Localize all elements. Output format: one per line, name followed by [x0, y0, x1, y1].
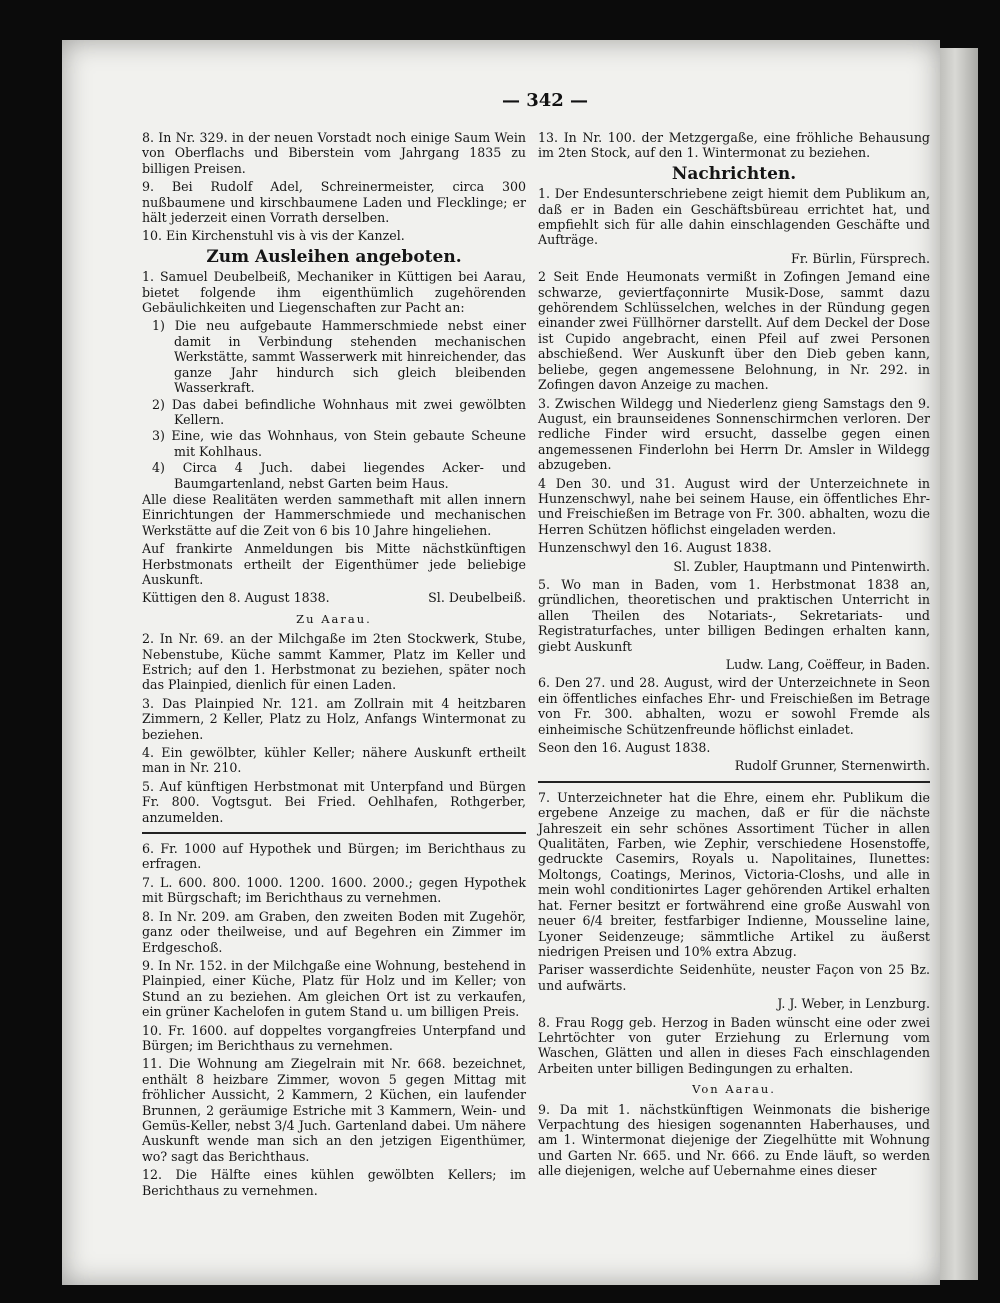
- list-item: 1) Die neu aufgebaute Hammerschmiede nebst einer damit in Verbindung stehenden mechanischen Werkstätte, sammt Wasserwerk mit hinreichender, das ganze Jahr hindurch sich gleich bleibenden Wasserkraft.: [152, 318, 526, 396]
- notice-item: 3. Zwischen Wildegg und Niederlenz gieng Samstags den 9. August, ein braunseidenes Sonnenschirmchen verloren. Der redliche Finder wird ersucht, dasselbe gegen einen angemessenen Finderlohn bei Herrn Dr. Amsler in Wildegg abzugeben.: [538, 395, 930, 473]
- notice-item: 4 Den 30. und 31. August wird der Unterzeichnete in Hunzenschwyl, nahe bei seinem Hause, ein öffentliches Ehr- und Freischießen im Betrage von Fr. 300. abhalten, wozu die Herren Schützen höflichst eingeladen werden.: [538, 475, 930, 537]
- ad-item: 5. Auf künftigen Herbstmonat mit Unterpfand und Bürgen Fr. 800. Vogtsgut. Bei Fried. Oehlhafen, Rothgerber, anzumelden.: [142, 778, 526, 825]
- ad-item: 4. Ein gewölbter, kühler Keller; nähere Auskunft ertheilt man in Nr. 210.: [142, 745, 526, 776]
- ad-item: 9. Bei Rudolf Adel, Schreinermeister, circa 300 nußbaumene und kirschbaumene Laden und Flecklinge; er hält jederzeit einen Vorrath derselben.: [142, 179, 526, 226]
- section-heading-lending: Zum Ausleihen angeboten.: [206, 246, 462, 267]
- signature-name: J. J. Weber, in Lenzburg.: [777, 996, 930, 1012]
- list-item: 4) Circa 4 Juch. dabei liegendes Acker- und Baumgartenland, nebst Garten beim Haus.: [152, 460, 526, 491]
- signature-name: Sl. Zubler, Hauptmann und Pintenwirth.: [673, 558, 930, 574]
- property-list: [142, 318, 526, 490]
- notice-item: 5. Wo man in Baden, vom 1. Herbstmonat 1838 an, gründlichen, theoretischen und praktischen Unterricht in allen Theilen des Notariats-, Sekretariats- und Registraturfaches, unter billigen Bedingen erhalten kann, giebt Auskunft: [538, 576, 930, 654]
- ad-item: 1. Samuel Deubelbeiß, Mechaniker in Küttigen bei Aarau, bietet folgende ihm eigenthümlich zugehörenden Gebäulichkeiten und Liegenschaften zur Pacht an:: [142, 269, 526, 316]
- ad-item: 10. Fr. 1600. auf doppeltes vorgangfreies Unterpfand und Bürgen; im Berichthaus zu vernehmen.: [142, 1022, 526, 1053]
- ad-item: 10. Ein Kirchenstuhl vis à vis der Kanzel.: [142, 228, 405, 244]
- notice-item: 7. Unterzeichneter hat die Ehre, einem ehr. Publikum die ergebene Anzeige zu machen, daß er für die nächste Jahreszeit ein sehr schönes Assortiment Tücher in allen Qualitäten, Farben, wie Zephir, verschiedene Hosenstoffe, gedruckte Casemirs, Royals u. Napolitaines, Ilunettes: Moltongs, Coatings, Merinos, Victoria-Closhs, und alle in mein wohl conditionirtes Lager gehörenden Artikel erhalten hat. Ferner besitzt er fortwährend eine große Auswahl von neuer 6/4 breiter, festfarbiger Indienne, Mousseline laine, Lyoner Seidenzeuge; sämmtliche Artikel zu äußerst niedrigen Preisen und 10% extra Abzug.: [538, 789, 930, 959]
- ad-text: Alle diese Realitäten werden sammethaft mit allen innern Einrichtungen der Hammerschmiede und mechanischen Werkstätte auf die Zeit von 6 bis 10 Jahre hingeliehen.: [142, 491, 526, 538]
- notice-item: 2 Seit Ende Heumonats vermißt in Zofingen Jemand eine schwarze, geviertfaçonnirte Musik-Dose, sammt dazu gehörendem Schlüsselchen, welches in der Ründung gegen einander zwei Füllhörner darstellt. Auf dem Deckel der Dose ist Cupido angebracht, einen Pfeil auf zwei Personen abschießend. Wer Auskunft über den Dieb geben kann, beliebe, gegen angemessene Belohnung, in Nr. 292. in Zofingen davon Anzeige zu machen.: [538, 269, 930, 393]
- signature-name: Sl. Deubelbeiß.: [428, 590, 526, 606]
- subheading-von-aarau: Von Aarau.: [692, 1082, 776, 1097]
- divider: [538, 781, 930, 783]
- signature-name: Fr. Bürlin, Fürsprech.: [791, 250, 930, 266]
- ad-item: 11. Die Wohnung am Ziegelrain mit Nr. 668. bezeichnet, enthält 8 heizbare Zimmer, wovon 5 gegen Mittag mit fröhlicher Aussicht, 2 Kammern, 2 Küchen, ein laufender Brunnen, 2 geräumige Estriche mit 3 Kammern, Wein- und Gemüs-Keller, nebst 3/4 Juch. Gartenland dabei. Um nähere Auskunft wende man sich an den jetzigen Eigenthümer, wo? sagt das Berichthaus.: [142, 1056, 526, 1164]
- ad-item: 9. In Nr. 152. in der Milchgaße eine Wohnung, bestehend in Plainpied, einer Küche, Platz für Holz und im Keller; von Stund an zu beziehen. Am gleichen Ort ist zu verkaufen, ein grüner Kachelofen in gutem Stand u. um billigen Preis.: [142, 957, 526, 1020]
- ad-item: 8. In Nr. 209. am Graben, den zweiten Boden mit Zugehör, ganz oder theilweise, und auf Begehren ein Zimmer im Erdgeschoß.: [142, 908, 526, 955]
- notice-item: 1. Der Endesunterschriebene zeigt hiemit dem Publikum an, daß er in Baden ein Geschäftsbüreau errichtet hat, und empfiehlt sich für alle dahin einschlagenden Geschäfte und Aufträge.: [538, 186, 930, 248]
- list-item: 2) Das dabei befindliche Wohnhaus mit zwei gewölbten Kellern.: [152, 396, 526, 427]
- ad-item: 8. In Nr. 329. in der neuen Vorstadt noch einige Saum Wein von Oberflachs und Biberstein vom Jahrgang 1835 zu billigen Preisen.: [142, 130, 526, 176]
- ad-item: 7. L. 600. 800. 1000. 1200. 1600. 2000.; gegen Hypothek mit Bürgschaft; im Berichthaus zu vernehmen.: [142, 874, 526, 906]
- notice-item: 6. Den 27. und 28. August, wird der Unterzeichnete in Seon ein öffentliches einfaches Ehr- und Freischießen im Betrage von Fr. 300. abhalten, wozu er sowohl Fremde als einheimische Schützenfreunde höflichst einladet.: [538, 675, 930, 737]
- notice-item: 9. Da mit 1. nächstkünftigen Weinmonats die bisherige Verpachtung des hiesigen sogenannten Haberhauses, und am 1. Wintermonat diejenige der Ziegelhütte mit Wohnung und Garten Nr. 665. und Nr. 666. zu Ende läuft, so werden alle diejenigen, welche auf Uebernahme eines dieser: [538, 1101, 930, 1179]
- ad-item: 2. In Nr. 69. an der Milchgaße im 2ten Stockwerk, Stube, Nebenstube, Küche sammt Kammer, Platz im Keller und Estrich; auf den 1. Herbstmonat zu beziehen, später noch das Plainpied, dienlich für einen Laden.: [142, 631, 526, 693]
- divider: [142, 832, 526, 834]
- signature-line: [142, 590, 526, 605]
- signature-place: Hunzenschwyl den 16. August 1838.: [538, 540, 772, 556]
- subheading-aarau: Zu Aarau.: [296, 611, 372, 626]
- ad-item: 13. In Nr. 100. der Metzgergaße, eine fröhliche Behausung im 2ten Stock, auf den 1. Wintermonat zu beziehen.: [538, 130, 930, 161]
- ad-item: 6. Fr. 1000 auf Hypothek und Bürgen; im Berichthaus zu erfragen.: [142, 841, 526, 872]
- ad-text: Auf frankirte Anmeldungen bis Mitte nächstkünftigen Herbstmonats ertheilt der Eigenthümer jede beliebige Auskunft.: [142, 541, 526, 587]
- page-number: — 342 —: [501, 90, 589, 111]
- notice-item: 8. Frau Rogg geb. Herzog in Baden wünscht eine oder zwei Lehrtöchter von guter Erziehung zu Erlernung vom Waschen, Glätten und allen in dieses Fach einschlagenden Arbeiten unter billigen Bedingungen zu erhalten.: [538, 1014, 930, 1076]
- next-page-edge: [940, 48, 978, 1280]
- signature-name: Ludw. Lang, Coëffeur, in Baden.: [725, 657, 930, 672]
- notice-item: Pariser wasserdichte Seidenhüte, neuster Façon von 25 Bz. und aufwärts.: [538, 962, 930, 993]
- signature-place: Küttigen den 8. August 1838.: [142, 590, 330, 606]
- right-column: [538, 130, 930, 1182]
- left-column: [142, 130, 526, 1201]
- ad-item: 3. Das Plainpied Nr. 121. am Zollrain mit 4 heitzbaren Zimmern, 2 Keller, Platz zu Holz, Anfangs Wintermonat zu beziehen.: [142, 695, 526, 742]
- ad-item: 12. Die Hälfte eines kühlen gewölbten Kellers; im Berichthaus zu vernehmen.: [142, 1167, 526, 1198]
- section-heading-news: Nachrichten.: [671, 163, 797, 184]
- list-item: 3) Eine, wie das Wohnhaus, von Stein gebaute Scheune mit Kohlhaus.: [152, 428, 526, 459]
- signature-name: Rudolf Grunner, Sternenwirth.: [734, 758, 930, 774]
- signature-place: Seon den 16. August 1838.: [538, 740, 711, 756]
